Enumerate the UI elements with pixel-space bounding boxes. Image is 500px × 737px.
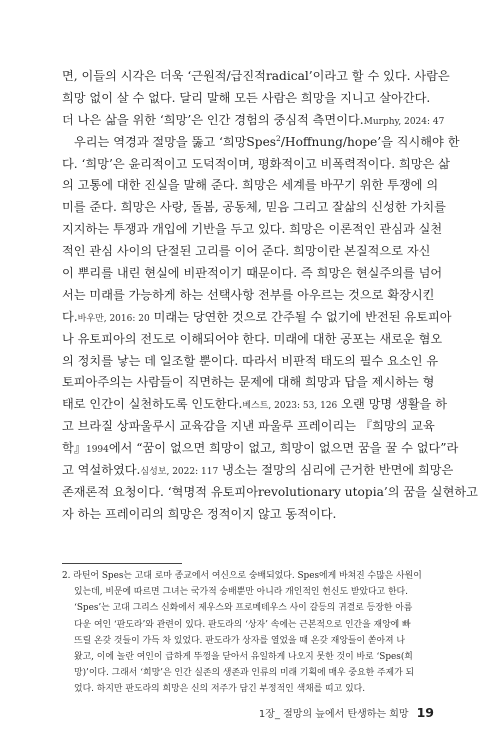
text-line <box>62 460 454 482</box>
text-segment: 학』 <box>62 441 86 456</box>
text-line: 의 고통에 대한 진실을 말해 준다. 희망은 세계를 바꾸기 위한 투쟁에 의 <box>62 178 439 193</box>
footnote-line: 있는데, 비문에 따르면 그녀는 국가적 숭배뿐만 아니라 개인적인 헌신도 받았다고 한다. <box>74 587 408 598</box>
text-segment: 더 나은 삶을 위한 ‘희망’은 인간 경험의 중심적 측면이다. <box>62 112 364 127</box>
chapter-title: 1장_ 절망의 늪에서 탄생하는 희망 <box>258 709 409 720</box>
text-segment: /Hoffnung/hope’을 직시해야 한 <box>280 134 460 149</box>
main-text <box>62 66 478 526</box>
text-line: 의 정치를 낳는 데 일조할 뿐이다. 따라서 비판적 태도의 필수 요소인 유 <box>62 353 439 368</box>
text-line <box>62 394 447 416</box>
text-line: 지지하는 투쟁과 개입에 기반을 두고 있다. 희망은 이론적인 관심과 실천 <box>62 222 443 237</box>
text-line <box>62 132 460 154</box>
footnote-section <box>62 563 438 698</box>
text-line: 토피아주의는 사람들이 직면하는 문제에 대해 희망과 답을 제시하는 형 <box>62 375 435 390</box>
page-footer <box>259 705 434 720</box>
text-line: 다. ‘희망’은 윤리적이고 도덕적이며, 평화적이고 비폭력적이다. 희망은 삶 <box>62 156 450 171</box>
text-line: 존재론적 요청이다. ‘혁명적 유토피아revolutionary utopia’의 꿈을 실현하고 <box>62 484 478 499</box>
text-line: 적인 관심 사이의 단절된 고리를 이어 준다. 희망이란 본질적으로 자신 <box>62 244 431 259</box>
footnote-line: 뜨릴 온갖 것들이 가득 차 있었다. 판도라가 상자를 열었을 때 온갖 재앙들이 쏟아져 나 <box>74 635 405 646</box>
citation: 1994 <box>85 445 109 456</box>
text-segment: 우리는 역경과 절망을 뚫고 ‘희망Spes <box>74 134 277 149</box>
text-line <box>62 438 459 460</box>
citation: 심성보, 2022: 117 <box>140 467 219 478</box>
footnote-line: 었다. 하지만 판도라의 희망은 신의 저주가 담긴 부정적인 색채를 띠고 있다. <box>74 684 366 695</box>
text-line <box>62 307 452 329</box>
citation: Murphy, 2024: 47 <box>363 116 445 127</box>
text-line: 서는 미래를 가능하게 하는 선택사항 전부를 아우르는 것으로 확장시킨 <box>62 287 435 302</box>
text-line: 나 유토피아의 전도로 이해되어야 한다. 미래에 대한 공포는 새로운 혐오 <box>62 331 443 346</box>
text-segment: 태로 인간이 실천하도록 인도한다. <box>62 397 243 412</box>
text-line: 고 브라질 상파울루시 교육감을 지낸 파울루 프레이리는 『희망의 교육 <box>62 419 435 434</box>
page-number: 19 <box>416 705 434 720</box>
text-line: 미를 준다. 희망은 사랑, 돌봄, 공동체, 믿음 그리고 잘삶의 신성한 가치를 <box>62 200 446 215</box>
text-line: 면, 이들의 시각은 더욱 ‘근원적/급진적radical’이라고 할 수 있다. 사람은 <box>62 69 450 83</box>
text-line: 이 뿌리를 내린 현실에 비판적이기 때문이다. 즉 희망은 현실주의를 넘어 <box>62 266 443 281</box>
text-segment: 고 역설하였다. <box>62 463 141 478</box>
text-segment: 미래는 당연한 것으로 간주될 수 없기에 반전된 유토피아 <box>149 309 452 324</box>
text-segment: 다. <box>62 309 78 324</box>
text-line: 희망 없이 살 수 없다. 달리 말해 모든 사람은 희망을 지니고 살아간다. <box>62 90 431 105</box>
text-segment: 냉소는 절망의 심리에 근거한 반면에 희망은 <box>218 463 454 478</box>
footnote-line: 다운 여인 ‘판도라’와 관련이 있다. 판도라의 ‘상자’ 속에는 근본적으로 인간을 재앙에 빠 <box>74 619 411 630</box>
citation: 바우만, 2016: 20 <box>77 313 150 324</box>
footnote-divider <box>62 563 182 564</box>
text-line: 자 하는 프레이리의 희망은 정적이지 않고 동적이다. <box>62 506 337 521</box>
footnote-line: 왔고, 이에 놀란 여인이 급하게 뚜껑을 닫아서 유일하게 나오지 못한 것이 바로 ‘Spes(희 <box>74 651 413 662</box>
text-line <box>62 110 445 132</box>
footnote-line: 2. 라틴어 Spes는 고대 로마 종교에서 여신으로 숭배되었다. Spes에게 바쳐진 수많은 사원이 <box>62 571 422 581</box>
footnote-marker: 2 <box>276 133 281 143</box>
citation: 베스트, 2023: 53, 126 <box>242 401 338 412</box>
footnote-line: 망)’이다. 그래서 ‘희망’은 인간 실존의 생존과 인류의 미래 기획에 매우 중요한 주제가 되 <box>74 668 415 679</box>
text-segment: 오랜 망명 생활을 하 <box>337 397 447 412</box>
text-segment: 에서 “꿈이 없으면 희망이 없고, 희망이 없으면 꿈을 꿀 수 없다”라 <box>108 441 459 456</box>
footnote-line: ‘Spes’는 고대 그리스 신화에서 제우스와 프로메테우스 사이 갈등의 귀결로 등장한 아름 <box>74 603 413 614</box>
